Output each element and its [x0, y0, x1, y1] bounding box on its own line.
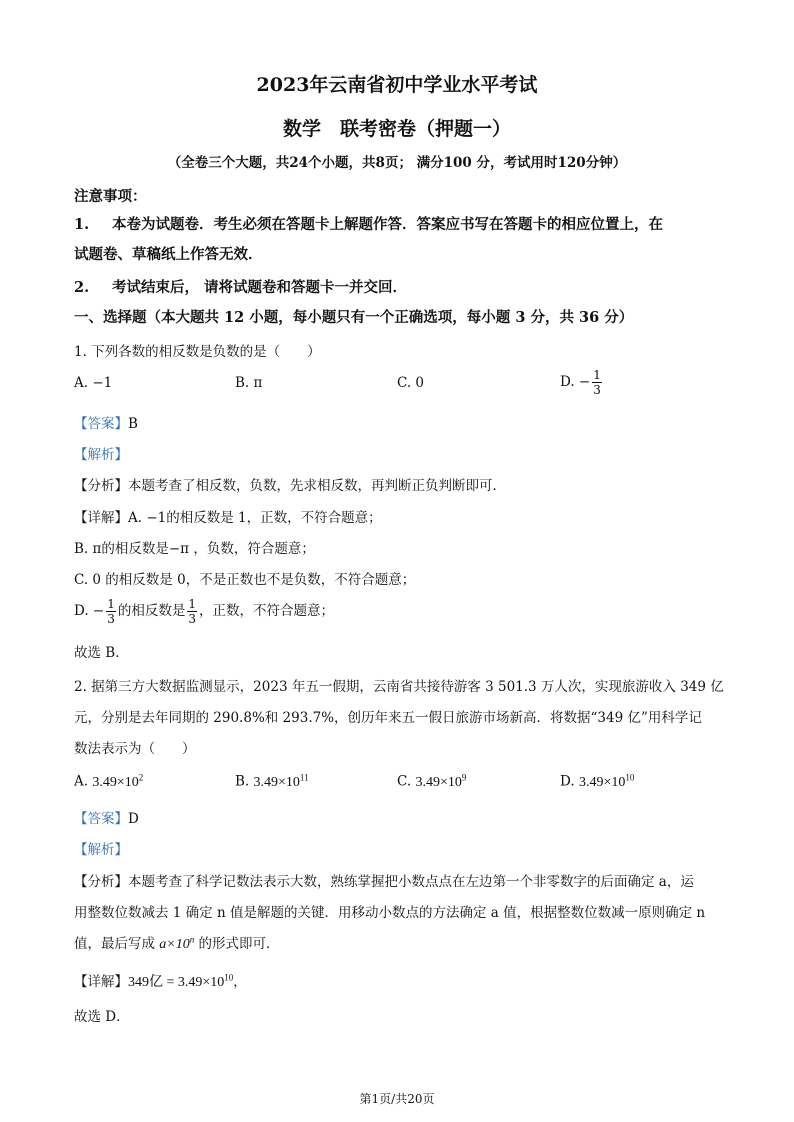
notice-item-2-num: 2.	[74, 279, 90, 296]
q1-option-b: B. π	[235, 375, 263, 391]
fraction-denominator: 3	[593, 383, 601, 397]
fraction-denominator: 3	[188, 612, 197, 626]
fraction-numerator: 1	[107, 597, 115, 611]
q2-conclusion: 故选 D．	[74, 1009, 130, 1025]
answer-tag: 【答案】	[74, 811, 128, 827]
q1-answer	[74, 412, 734, 432]
q2-stem-line-1: 2. 据第三方大数据监测显示，2023 年五一假期，云南省共接待游客 3 501.3 万人次，实现旅游收入 349 亿	[74, 679, 724, 695]
fraction-numerator: 1	[593, 368, 601, 382]
q1-analysis-tag: 【解析】	[74, 447, 128, 463]
sci-exponent: 2	[138, 772, 144, 782]
q2-fenxi-line-3-suffix: 的形式即可．	[198, 936, 280, 952]
q1-detail-d-fraction-1	[106, 597, 116, 626]
exam-subtitle: 数学 联考密卷（押题一）	[282, 118, 511, 140]
q2-option-c	[397, 772, 466, 791]
notice-item-1	[74, 213, 734, 234]
q2-fenxi-text-1: 本题考查了科学记数法表示大数，熟练掌握把小数点点在左边第一个非零数字的后面确定 a，运	[128, 874, 694, 890]
notice-item-2	[74, 276, 734, 297]
sci-base: 3.49×10	[92, 774, 139, 790]
sci-exponent: 10	[625, 772, 635, 782]
q1-detail-a	[74, 506, 734, 526]
q1-option-a: A. −1	[74, 375, 113, 391]
q1-stem: 1. 下列各数的相反数是负数的是（ ）	[74, 344, 321, 360]
q1-detail-d-prefix: D. −	[74, 603, 105, 619]
q1-detail-d-fraction-2	[187, 597, 197, 626]
notice-item-1-text: 本卷为试题卷．考生必须在答题卡上解题作答．答案应书写在答题卡的相应位置上，在	[112, 216, 663, 233]
q2-fenxi-line-3-prefix: 值，最后写成	[74, 936, 155, 952]
sci-base: a×10	[159, 937, 190, 952]
q2-option-a-expr	[92, 772, 144, 790]
q2-stem-line-2: 元，分别是去年同期的 290.8%和 293.7%，创历年来五一假日旅游市场新高．将数据“349 亿”用科学记	[74, 710, 702, 726]
q2-fenxi-line-1	[74, 870, 734, 890]
q2-answer-value: D	[128, 811, 139, 827]
q2-fenxi-line-3	[74, 932, 734, 953]
q1-option-d	[560, 368, 604, 397]
q2-option-b-label: B.	[235, 773, 250, 790]
q2-option-c-expr	[415, 772, 467, 790]
q2-analysis-tag: 【解析】	[74, 842, 128, 858]
sci-exponent: 11	[299, 772, 309, 782]
q2-stem-line-3: 数法表示为（ ）	[74, 741, 196, 757]
sci-base: 3.49×10	[253, 774, 300, 790]
q2-option-a-label: A.	[74, 773, 89, 790]
notice-item-1-cont: 试题卷、草稿纸上作答无效．	[74, 246, 263, 263]
q2-option-d-label: D.	[560, 773, 575, 790]
q1-fenxi-text: 本题考查了相反数，负数，先求相反数，再判断正负判断即可．	[128, 478, 506, 494]
sci-base: 3.49×10	[415, 774, 462, 790]
exam-info: （全卷三个大题，共24个小题，共8页； 满分100 分，考试用时120分钟）	[167, 155, 627, 171]
q2-option-d-expr	[578, 772, 635, 790]
section-1-heading: 一、选择题（本大题共 12 小题，每小题只有一个正确选项，每小题 3 分，共 36 分）	[74, 309, 634, 326]
notice-item-2-text: 考试结束后， 请将试题卷和答题卡一并交回．	[112, 279, 408, 296]
q2-option-c-label: C.	[397, 773, 412, 790]
q1-detail-b: B. π的相反数是−π ，负数，符合题意；	[74, 541, 315, 557]
q1-detail-d-suffix: ，正数，不符合题意；	[199, 603, 335, 619]
q2-option-d	[560, 772, 634, 791]
q2-fenxi-line-2: 用整数位数减去 1 确定 n 值是解题的关键．用移动小数点的方法确定 a 值，根据整数位数减一原则确定 n	[74, 905, 706, 921]
q2-detail-suffix: ，	[233, 974, 247, 990]
q1-detail-d-mid: 的相反数是	[117, 603, 186, 619]
q1-answer-value: B	[128, 416, 138, 432]
q1-detail-c: C. 0 的相反数是 0，不是正数也不是负数，不符合题意；	[74, 572, 416, 588]
q1-conclusion: 故选 B．	[74, 645, 129, 661]
q1-option-d-fraction	[592, 368, 602, 397]
q1-detail-a-text: A. −1的相反数是 1，正数，不符合题意；	[128, 510, 382, 526]
q2-option-b	[235, 772, 309, 791]
sci-base: 3.49×10	[578, 774, 626, 790]
q2-detail	[74, 970, 734, 991]
q2-option-a	[74, 772, 143, 791]
q2-option-b-expr	[253, 772, 309, 790]
sci-exponent: 10	[224, 972, 234, 983]
q2-detail-expr	[128, 972, 234, 990]
fraction-numerator: 1	[188, 597, 197, 611]
page-footer: 第1页/共20页	[359, 1092, 435, 1106]
q1-fenxi	[74, 474, 734, 494]
detail-tag: 【详解】	[74, 510, 128, 526]
exam-title: 2023年云南省初中学业水平考试	[256, 74, 538, 96]
q1-option-c: C. 0	[397, 375, 425, 391]
fraction-denominator: 3	[107, 612, 115, 626]
q1-option-d-prefix: D. −	[560, 374, 591, 390]
notice-item-1-num: 1.	[74, 216, 90, 233]
q2-fenxi-expr	[159, 934, 195, 952]
answer-tag: 【答案】	[74, 416, 128, 432]
detail-tag: 【详解】	[74, 974, 128, 990]
fenxi-tag: 【分析】	[74, 478, 128, 494]
q1-detail-d	[74, 597, 734, 626]
notice-heading: 注意事项：	[74, 188, 147, 205]
sci-exponent: 9	[461, 772, 467, 782]
q2-answer	[74, 807, 734, 827]
fenxi-tag: 【分析】	[74, 874, 128, 890]
sci-base: 349亿 = 3.49×10	[128, 975, 225, 990]
sci-exponent: n	[189, 934, 195, 945]
